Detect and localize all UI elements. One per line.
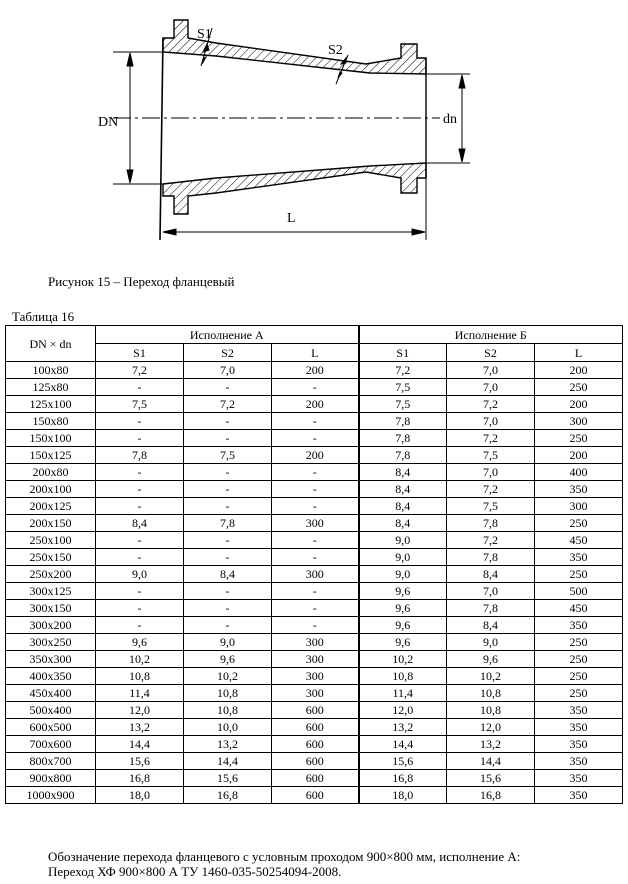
value-cell: 350 bbox=[535, 770, 623, 787]
value-cell: 16,8 bbox=[447, 787, 535, 804]
value-cell: 300 bbox=[272, 668, 359, 685]
value-cell: 15,6 bbox=[96, 753, 184, 770]
bottom-wall bbox=[163, 163, 426, 214]
value-cell: 14,4 bbox=[447, 753, 535, 770]
value-cell: 15,6 bbox=[359, 753, 447, 770]
value-cell: 16,8 bbox=[359, 770, 447, 787]
table-row bbox=[6, 770, 623, 787]
value-cell: - bbox=[184, 498, 272, 515]
size-cell: 250x200 bbox=[6, 566, 96, 583]
value-cell: 7,5 bbox=[359, 396, 447, 413]
header-a-l: L bbox=[272, 344, 359, 362]
table-row bbox=[6, 396, 623, 413]
value-cell: 9,0 bbox=[184, 634, 272, 651]
table-row bbox=[6, 753, 623, 770]
value-cell: 350 bbox=[535, 787, 623, 804]
value-cell: 200 bbox=[272, 396, 359, 413]
value-cell: - bbox=[184, 430, 272, 447]
value-cell: 300 bbox=[272, 566, 359, 583]
value-cell: 7,5 bbox=[184, 447, 272, 464]
size-cell: 150x100 bbox=[6, 430, 96, 447]
value-cell: 250 bbox=[535, 566, 623, 583]
value-cell: 14,4 bbox=[96, 736, 184, 753]
table-row bbox=[6, 481, 623, 498]
s2-label: S2 bbox=[328, 43, 343, 58]
table-row bbox=[6, 549, 623, 566]
value-cell: - bbox=[184, 464, 272, 481]
table-row bbox=[6, 413, 623, 430]
header-a-s2: S2 bbox=[184, 344, 272, 362]
value-cell: 250 bbox=[535, 515, 623, 532]
value-cell: - bbox=[272, 600, 359, 617]
table-row bbox=[6, 498, 623, 515]
value-cell: 7,8 bbox=[359, 430, 447, 447]
value-cell: 200 bbox=[272, 447, 359, 464]
value-cell: 8,4 bbox=[447, 566, 535, 583]
value-cell: 7,8 bbox=[184, 515, 272, 532]
value-cell: 7,2 bbox=[447, 430, 535, 447]
value-cell: 200 bbox=[535, 362, 623, 379]
value-cell: 7,8 bbox=[447, 515, 535, 532]
value-cell: 11,4 bbox=[96, 685, 184, 702]
header-b-s1: S1 bbox=[359, 344, 447, 362]
value-cell: 250 bbox=[535, 379, 623, 396]
header-b-s2: S2 bbox=[447, 344, 535, 362]
value-cell: 7,2 bbox=[184, 396, 272, 413]
value-cell: - bbox=[96, 617, 184, 634]
value-cell: 16,8 bbox=[184, 787, 272, 804]
value-cell: 10,8 bbox=[184, 685, 272, 702]
value-cell: 7,8 bbox=[96, 447, 184, 464]
size-cell: 500x400 bbox=[6, 702, 96, 719]
size-cell: 700x600 bbox=[6, 736, 96, 753]
value-cell: 8,4 bbox=[447, 617, 535, 634]
value-cell: 300 bbox=[272, 515, 359, 532]
size-cell: 200x100 bbox=[6, 481, 96, 498]
size-cell: 300x150 bbox=[6, 600, 96, 617]
value-cell: - bbox=[96, 532, 184, 549]
table-row bbox=[6, 566, 623, 583]
value-cell: 7,2 bbox=[447, 481, 535, 498]
value-cell: 7,2 bbox=[447, 532, 535, 549]
value-cell: 10,2 bbox=[96, 651, 184, 668]
value-cell: - bbox=[272, 430, 359, 447]
size-cell: 900x800 bbox=[6, 770, 96, 787]
value-cell: 600 bbox=[272, 787, 359, 804]
value-cell: - bbox=[96, 549, 184, 566]
value-cell: - bbox=[272, 498, 359, 515]
value-cell: 9,6 bbox=[359, 617, 447, 634]
value-cell: 12,0 bbox=[447, 719, 535, 736]
value-cell: 200 bbox=[535, 396, 623, 413]
value-cell: 350 bbox=[535, 702, 623, 719]
value-cell: 10,8 bbox=[184, 702, 272, 719]
value-cell: 7,5 bbox=[447, 447, 535, 464]
value-cell: 9,6 bbox=[184, 651, 272, 668]
value-cell: - bbox=[184, 379, 272, 396]
table-row bbox=[6, 430, 623, 447]
length-label: L bbox=[287, 211, 296, 226]
value-cell: 7,2 bbox=[359, 362, 447, 379]
value-cell: 600 bbox=[272, 719, 359, 736]
size-cell: 200x80 bbox=[6, 464, 96, 481]
value-cell: - bbox=[272, 464, 359, 481]
value-cell: 7,8 bbox=[359, 413, 447, 430]
value-cell: 400 bbox=[535, 464, 623, 481]
value-cell: 7,2 bbox=[447, 396, 535, 413]
value-cell: 8,4 bbox=[359, 464, 447, 481]
reducer-drawing bbox=[0, 0, 628, 260]
value-cell: - bbox=[184, 549, 272, 566]
table-row bbox=[6, 532, 623, 549]
size-cell: 100x80 bbox=[6, 362, 96, 379]
value-cell: - bbox=[96, 600, 184, 617]
value-cell: 7,0 bbox=[447, 362, 535, 379]
size-cell: 250x100 bbox=[6, 532, 96, 549]
value-cell: 200 bbox=[535, 447, 623, 464]
value-cell: - bbox=[184, 532, 272, 549]
value-cell: 250 bbox=[535, 651, 623, 668]
value-cell: - bbox=[96, 481, 184, 498]
value-cell: 350 bbox=[535, 481, 623, 498]
value-cell: 9,6 bbox=[359, 600, 447, 617]
size-cell: 125x80 bbox=[6, 379, 96, 396]
value-cell: 200 bbox=[272, 362, 359, 379]
value-cell: 11,4 bbox=[359, 685, 447, 702]
value-cell: 8,4 bbox=[359, 498, 447, 515]
header-a-s1: S1 bbox=[96, 344, 184, 362]
value-cell: - bbox=[96, 583, 184, 600]
value-cell: 7,5 bbox=[96, 396, 184, 413]
value-cell: 10,8 bbox=[96, 668, 184, 685]
value-cell: - bbox=[184, 413, 272, 430]
value-cell: - bbox=[272, 532, 359, 549]
table-row bbox=[6, 617, 623, 634]
value-cell: 350 bbox=[535, 719, 623, 736]
reducer-body bbox=[160, 20, 426, 240]
value-cell: - bbox=[272, 549, 359, 566]
value-cell: 13,2 bbox=[359, 719, 447, 736]
note-line-1: Обозначение перехода фланцевого с условным проходом 900×800 мм, исполнение А: bbox=[48, 849, 521, 864]
table-row bbox=[6, 685, 623, 702]
size-cell: 150x80 bbox=[6, 413, 96, 430]
dn-small-label: dn bbox=[443, 112, 457, 127]
table-row bbox=[6, 583, 623, 600]
size-cell: 250x150 bbox=[6, 549, 96, 566]
value-cell: 9,6 bbox=[359, 583, 447, 600]
value-cell: 10,2 bbox=[184, 668, 272, 685]
value-cell: 300 bbox=[535, 498, 623, 515]
size-cell: 400x350 bbox=[6, 668, 96, 685]
header-group-a: Исполнение А bbox=[96, 326, 359, 344]
value-cell: 9,0 bbox=[359, 549, 447, 566]
value-cell: 7,8 bbox=[447, 600, 535, 617]
value-cell: 18,0 bbox=[96, 787, 184, 804]
value-cell: 350 bbox=[535, 753, 623, 770]
value-cell: 350 bbox=[535, 549, 623, 566]
value-cell: 7,0 bbox=[447, 413, 535, 430]
s1-label: S1 bbox=[197, 27, 212, 42]
value-cell: 9,0 bbox=[96, 566, 184, 583]
size-cell: 200x125 bbox=[6, 498, 96, 515]
table-row bbox=[6, 600, 623, 617]
designation-note bbox=[48, 849, 520, 879]
value-cell: 12,0 bbox=[359, 702, 447, 719]
value-cell: 600 bbox=[272, 702, 359, 719]
value-cell: 250 bbox=[535, 668, 623, 685]
table-title: Таблица 16 bbox=[12, 309, 75, 324]
value-cell: - bbox=[272, 481, 359, 498]
table-row bbox=[6, 379, 623, 396]
value-cell: - bbox=[184, 583, 272, 600]
value-cell: 350 bbox=[535, 736, 623, 753]
value-cell: - bbox=[184, 617, 272, 634]
table-row bbox=[6, 668, 623, 685]
spec-table bbox=[5, 325, 623, 804]
size-cell: 600x500 bbox=[6, 719, 96, 736]
value-cell: - bbox=[96, 498, 184, 515]
value-cell: 9,6 bbox=[96, 634, 184, 651]
value-cell: 10,8 bbox=[447, 702, 535, 719]
value-cell: 7,0 bbox=[447, 464, 535, 481]
table-row bbox=[6, 362, 623, 379]
value-cell: 450 bbox=[535, 600, 623, 617]
value-cell: 300 bbox=[535, 413, 623, 430]
table-row bbox=[6, 515, 623, 532]
size-cell: 1000x900 bbox=[6, 787, 96, 804]
size-cell: 300x250 bbox=[6, 634, 96, 651]
size-cell: 150x125 bbox=[6, 447, 96, 464]
value-cell: 450 bbox=[535, 532, 623, 549]
value-cell: 300 bbox=[272, 685, 359, 702]
value-cell: 7,5 bbox=[359, 379, 447, 396]
value-cell: 13,2 bbox=[447, 736, 535, 753]
value-cell: 10,2 bbox=[447, 668, 535, 685]
table-row bbox=[6, 736, 623, 753]
table-row bbox=[6, 719, 623, 736]
value-cell: 7,8 bbox=[359, 447, 447, 464]
value-cell: - bbox=[272, 617, 359, 634]
value-cell: 250 bbox=[535, 430, 623, 447]
value-cell: 9,0 bbox=[447, 634, 535, 651]
figure-caption: Рисунок 15 – Переход фланцевый bbox=[48, 274, 235, 289]
table-row bbox=[6, 702, 623, 719]
value-cell: 7,0 bbox=[447, 379, 535, 396]
value-cell: 10,2 bbox=[359, 651, 447, 668]
value-cell: 600 bbox=[272, 736, 359, 753]
value-cell: 7,0 bbox=[447, 583, 535, 600]
value-cell: 18,0 bbox=[359, 787, 447, 804]
value-cell: 9,6 bbox=[447, 651, 535, 668]
value-cell: 12,0 bbox=[96, 702, 184, 719]
value-cell: 8,4 bbox=[359, 481, 447, 498]
value-cell: 500 bbox=[535, 583, 623, 600]
value-cell: 9,0 bbox=[359, 566, 447, 583]
value-cell: 15,6 bbox=[184, 770, 272, 787]
size-cell: 350x300 bbox=[6, 651, 96, 668]
value-cell: 250 bbox=[535, 685, 623, 702]
value-cell: 8,4 bbox=[96, 515, 184, 532]
dn-label: DN bbox=[98, 115, 119, 130]
value-cell: 10,8 bbox=[447, 685, 535, 702]
value-cell: - bbox=[184, 600, 272, 617]
table-row bbox=[6, 447, 623, 464]
value-cell: 600 bbox=[272, 753, 359, 770]
value-cell: 16,8 bbox=[96, 770, 184, 787]
table-row bbox=[6, 634, 623, 651]
value-cell: 7,2 bbox=[96, 362, 184, 379]
table-body bbox=[6, 362, 623, 804]
value-cell: - bbox=[96, 430, 184, 447]
value-cell: 13,2 bbox=[96, 719, 184, 736]
table-row bbox=[6, 464, 623, 481]
value-cell: - bbox=[272, 379, 359, 396]
value-cell: - bbox=[96, 379, 184, 396]
size-cell: 200x150 bbox=[6, 515, 96, 532]
value-cell: 7,0 bbox=[184, 362, 272, 379]
size-cell: 125x100 bbox=[6, 396, 96, 413]
value-cell: - bbox=[184, 481, 272, 498]
value-cell: - bbox=[272, 413, 359, 430]
size-cell: 300x125 bbox=[6, 583, 96, 600]
header-b-l: L bbox=[535, 344, 623, 362]
value-cell: 7,8 bbox=[447, 549, 535, 566]
value-cell: 7,5 bbox=[447, 498, 535, 515]
value-cell: - bbox=[272, 583, 359, 600]
value-cell: 8,4 bbox=[184, 566, 272, 583]
value-cell: 300 bbox=[272, 634, 359, 651]
value-cell: 13,2 bbox=[184, 736, 272, 753]
size-cell: 450x400 bbox=[6, 685, 96, 702]
header-size: DN × dn bbox=[6, 326, 96, 362]
table-row bbox=[6, 651, 623, 668]
header-group-b: Исполнение Б bbox=[359, 326, 623, 344]
value-cell: - bbox=[96, 464, 184, 481]
value-cell: 9,0 bbox=[359, 532, 447, 549]
value-cell: 8,4 bbox=[359, 515, 447, 532]
value-cell: 14,4 bbox=[359, 736, 447, 753]
value-cell: 10,8 bbox=[359, 668, 447, 685]
value-cell: 350 bbox=[535, 617, 623, 634]
value-cell: 300 bbox=[272, 651, 359, 668]
value-cell: - bbox=[96, 413, 184, 430]
value-cell: 600 bbox=[272, 770, 359, 787]
table-row bbox=[6, 787, 623, 804]
value-cell: 15,6 bbox=[447, 770, 535, 787]
value-cell: 9,6 bbox=[359, 634, 447, 651]
note-line-2: Переход ХФ 900×800 А ТУ 1460-035-50254094-2008. bbox=[48, 864, 342, 879]
size-cell: 300x200 bbox=[6, 617, 96, 634]
value-cell: 10,0 bbox=[184, 719, 272, 736]
value-cell: 14,4 bbox=[184, 753, 272, 770]
size-cell: 800x700 bbox=[6, 753, 96, 770]
value-cell: 250 bbox=[535, 634, 623, 651]
